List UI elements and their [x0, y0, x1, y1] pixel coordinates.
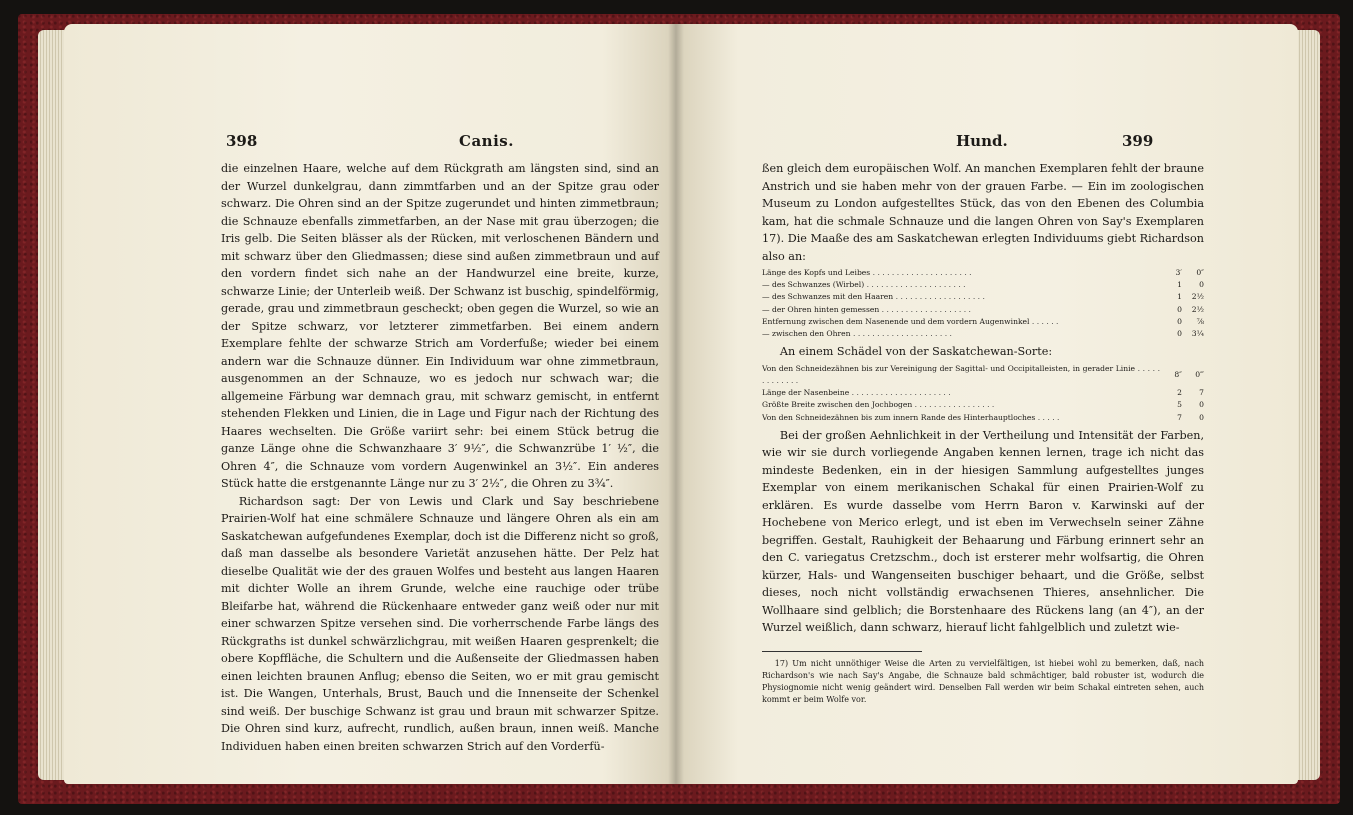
skull-heading: An einem Schädel von der Saskatchewan-Sorte:: [779, 345, 1053, 359]
table-cell-value: 0: [1199, 280, 1204, 290]
table-row: Größte Breite zwischen den Jochbogen . . . . . . . . . . . . . . . . . 5 0: [762, 399, 1204, 411]
book-gutter: [668, 24, 684, 784]
page-number-left: 398: [226, 132, 258, 150]
table-cell-value: 2: [1177, 388, 1182, 398]
table-row: Von den Schneidezähnen bis zum innern Rande des Hinterhauptloches . . . . . 7 0: [762, 412, 1204, 424]
table-cell-value: 0: [1177, 329, 1182, 339]
table-cell-value: 7: [1177, 412, 1182, 422]
measurements-table: [762, 267, 1204, 340]
table-cell-value: 0″: [1196, 268, 1204, 277]
paragraph: Richardson sagt: Der von Lewis und Clark und Say beschriebene Prairien-Wolf hat eine schmälere Schnauze und längere Ohren als ein am Saskatchewan aufgefundenes Exemplar, doch ist die Differenz nicht so groß, daß man dasselbe als besondere Varietät anzusehen hätte. Der Pelz hat dieselbe Qualität wie der des grauen Wolfes und besteht aus langen Haaren mit dichter Wolle an ihrem Grunde, welche eine rauchige oder trübe Bleifarbe hat, während die Rückenhaare entweder ganz weiß oder nur mit einer schwarzen Spitze versehen sind. Die vorherrschende Farbe längs des Rückgraths ist dunkel schwärzlichgrau, mit weißen Haaren gesprenkelt; die obere Kopffläche, die Schultern und die Außenseite der Gliedmassen haben einen leichten braunen Anflug; ebenso die Seiten, wo er mit grau gemischt ist. Die Wangen, Unterhals, Brust, Bauch und die Innenseite der Schenkel sind weiß. Der buschige Schwanz ist grau und braun mit schwarzer Spitze. Die Ohren sind kurz, aufrecht, rundlich, außen braun, innen weiß. Manche Individuen haben einen breiten schwarzen Strich auf den Vorderfü-: [221, 494, 659, 753]
table-cell-label: Länge der Nasenbeine: [762, 388, 850, 398]
table-row: — des Schwanzes mit den Haaren . . . . . . . . . . . . . . . . . . . 1 2½: [762, 291, 1204, 303]
table-cell-value: ⅞: [1196, 316, 1204, 326]
table-cell-value: 8″: [1174, 369, 1182, 379]
table-cell-value: 0: [1199, 400, 1204, 410]
table-cell-value: 1: [1177, 280, 1182, 290]
table-cell-label: Größte Breite zwischen den Jochbogen: [762, 400, 913, 410]
footnote-rule: [762, 651, 922, 652]
skull-measurements-table: [762, 363, 1204, 424]
table-cell-value: 2½: [1191, 304, 1204, 314]
running-head-right: Hund.: [956, 132, 1008, 150]
table-row: Entfernung zwischen dem Nasenende und dem vordern Augenwinkel . . . . . . 0 ⅞: [762, 316, 1204, 328]
footnote: 17) Um nicht unnöthiger Weise die Arten zu vervielfältigen, ist hiebei wohl zu bemerken, daß, nach Richardson's wie nach Say's Angabe, die Schnauze bald schmächtiger, bald robuster ist, wodurch die Physiognomie nicht wenig geändert wird. Denselben Fall werden wir beim Schakal eintreten sehen, auch kommt er beim Wolfe vor.: [762, 658, 1204, 704]
table-row: Länge des Kopfs und Leibes . . . . . . . . . . . . . . . . . . . . . 3′ 0″: [762, 267, 1204, 279]
table-cell-label: Länge des Kopfs und Leibes: [762, 268, 871, 277]
paragraph: Bei der großen Aehnlichkeit in der Vertheilung und Intensität der Farben, wie wir sie durch vorliegende Angaben kennen lernen, trage ich nicht das mindeste Bedenken, ein in der hiesigen Sammlung aufgestelltes junges Exemplar von einem merikanischen Schakal für einen Prairien-Wolf zu erklären. Es wurde dasselbe vom Herrn Baron v. Karwinski auf der Hochebene von Merico erlegt, und ist eben im Verwechseln seiner Zähne begriffen. Gestalt, Rauhigkeit der Behaarung und Färbung erinnert sehr an den C. variegatus Cretzschm., doch ist ersterer mehr wolfsartig, die Ohren kürzer, Hals- und Wangenseiten buschiger behaart, und die Größe, selbst dieses, noch nicht vollständig erwachsenen Thieres, ansehnlicher. Die Wollhaare sind gelblich; die Borstenhaare des Rückens lang (an 4″), an der Wurzel weißlich, dann schwarz, hierauf licht fahlgelblich und zuletzt wie-: [762, 428, 1204, 635]
table-cell-value: 0‴: [1195, 369, 1204, 379]
table-cell-value: 7: [1199, 388, 1204, 398]
table-cell-value: 5: [1177, 400, 1182, 410]
paragraph: die einzelnen Haare, welche auf dem Rückgrath am längsten sind, sind an der Wurzel dunkelgrau, dann zimmtfarben und an der Spitze grau oder schwarz. Die Ohren sind an der Spitze zugerundet und hinten zimmetbraun; die Schnauze ebenfalls zimmetfarben, an der Nase mit grau überzogen; die Iris gelb. Die Seiten blässer als der Rücken, mit verloschenen Bändern und mit schwarz über den Gliedmassen; diese sind außen zimmetbraun und auf den vordern findet sich nahe an der Handwurzel eine breite, kurze, schwarze Linie; der Unterleib weiß. Der Schwanz ist buschig, spindelförmig, gerade, grau und zimmetbraun gescheckt; oben gegen die Wurzel, so wie an der Spitze schwarz, vor letzterer zimmetfarben. Bei einem andern Exemplare fehlte der schwarze Strich am Vorderfuße; wieder bei einem andern war die Schnauze dünner. Ein Individuum war ohne zimmetbraun, ausgenommen an der Schnauze, wo es jedoch nur schwach war; die allgemeine Färbung war demnach grau, mit schwarz gemischt, in entfernt stehenden Flekken und Linien, die in Lage und Figur nach der Richtung des Haares wechselten. Die Größe variirt sehr: bei einem Stück betrug die ganze Länge ohne die Schwanzhaare 3′ 9½″, die Schwanzrübe 1′ ½″, die Ohren 4″, die Schnauze vom vordern Augenwinkel an 3½″. Ein anderes Stück hatte die erstgenannte Länge nur zu 3′ 2½″, die Ohren zu 3¾″.: [221, 162, 659, 490]
table-cell-label: Entfernung zwischen dem Nasenende und dem vordern Augenwinkel: [762, 316, 1030, 326]
table-row: — der Ohren hinten gemessen . . . . . . . . . . . . . . . . . . . 0 2½: [762, 304, 1204, 316]
table-row: — des Schwanzes (Wirbel) . . . . . . . . . . . . . . . . . . . . . 1 0: [762, 279, 1204, 291]
table-cell-value: 0: [1199, 412, 1204, 422]
table-cell-value: 3′: [1175, 268, 1182, 277]
right-page: [676, 24, 1298, 784]
table-row: — zwischen den Ohren . . . . . . . . . . . . . . . . . . . . . 0 3¼: [762, 328, 1204, 340]
table-cell-label: — des Schwanzes (Wirbel): [762, 280, 865, 290]
table-cell-value: 2½: [1191, 292, 1204, 302]
left-page-body: [221, 160, 659, 755]
right-page-body: [762, 160, 1204, 706]
table-cell-label: Von den Schneidezähnen bis zum innern Rande des Hinterhauptloches: [762, 412, 1036, 422]
table-cell-label: — des Schwanzes mit den Haaren: [762, 292, 894, 302]
table-cell-label: — zwischen den Ohren: [762, 329, 851, 339]
table-row: Länge der Nasenbeine . . . . . . . . . . . . . . . . . . . . . 2 7: [762, 387, 1204, 399]
running-head-left: Canis.: [459, 132, 514, 150]
table-cell-value: 1: [1177, 292, 1182, 302]
table-cell-value: 0: [1177, 304, 1182, 314]
table-cell-value: 3¼: [1191, 329, 1204, 339]
table-row: Von den Schneidezähnen bis zur Vereinigung der Sagittal- und Occipitalleisten, in gerader Linie . . . . . . . . . . . . . 8″ 0‴: [762, 363, 1204, 387]
left-page: [64, 24, 676, 784]
page-number-right: 399: [1122, 132, 1154, 150]
paragraph: ßen gleich dem europäischen Wolf. An manchen Exemplaren fehlt der braune Anstrich und sie haben mehr von der grauen Farbe. — Ein im zoologischen Museum zu London aufgestelltes Stück, das von den Ebenen des Columbia kam, hat die schmale Schnauze und die langen Ohren von Say's Exemplaren 17). Die Maaße des am Saskatchewan erlegten Individuums giebt Richardson also an:: [762, 162, 1204, 263]
table-cell-value: 0: [1177, 316, 1182, 326]
table-cell-label: Von den Schneidezähnen bis zur Vereinigung der Sagittal- und Occipitalleisten, in gerader Linie: [762, 363, 1136, 373]
table-cell-label: — der Ohren hinten gemessen: [762, 304, 880, 314]
